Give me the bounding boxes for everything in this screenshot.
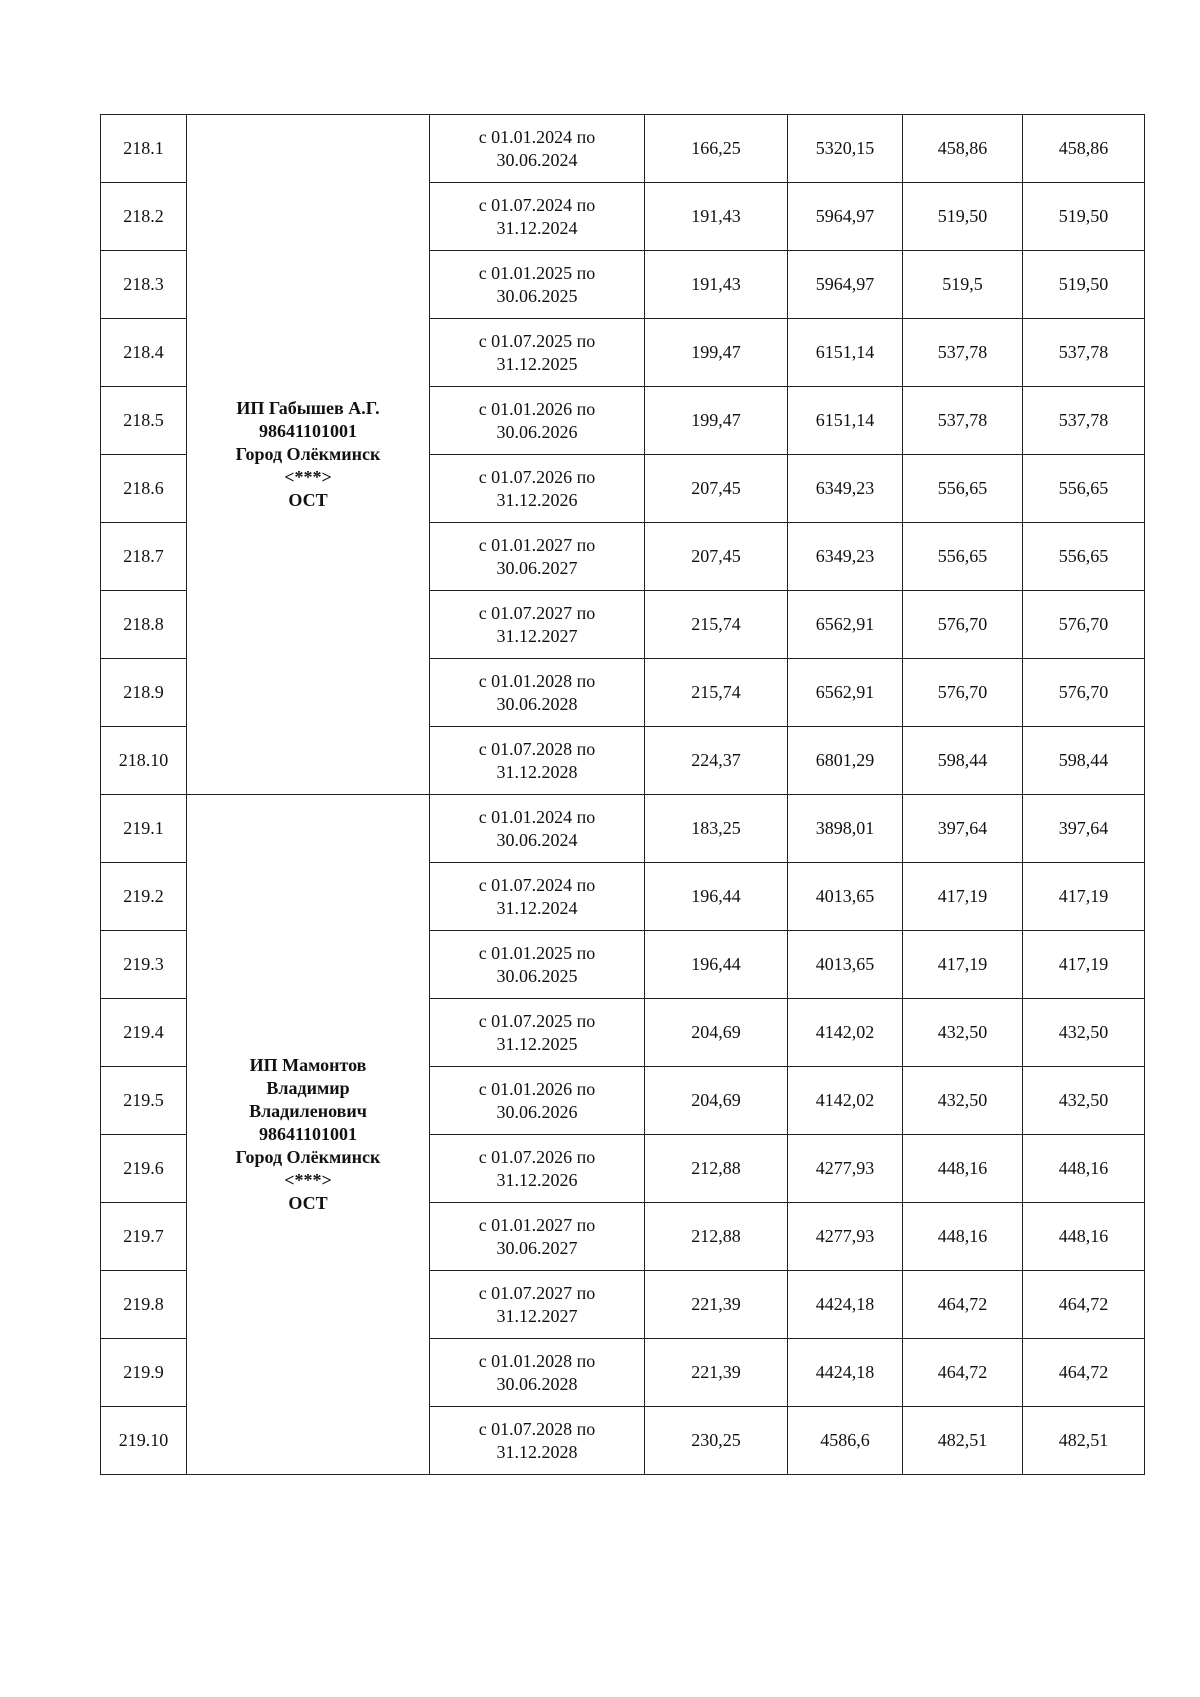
value-cell-4: 464,72: [1023, 1271, 1145, 1339]
period-line: 31.12.2026: [496, 1169, 578, 1190]
period-cell: [430, 1271, 645, 1339]
row-number-cell: 218.1: [101, 115, 187, 183]
period-line: с 01.07.2025 по: [478, 330, 596, 351]
period-line: 30.06.2025: [496, 965, 578, 986]
period-cell: [430, 999, 645, 1067]
value-cell-4: 556,65: [1023, 523, 1145, 591]
row-number-cell: 218.9: [101, 659, 187, 727]
period-line: 31.12.2028: [496, 1441, 578, 1462]
value-cell-3: 432,50: [903, 1067, 1023, 1135]
value-cell-4: 417,19: [1023, 863, 1145, 931]
value-cell-3: 432,50: [903, 999, 1023, 1067]
value-cell-4: 397,64: [1023, 795, 1145, 863]
period-line: с 01.01.2024 по: [478, 126, 596, 147]
period-line: с 01.01.2025 по: [478, 262, 596, 283]
value-cell-4: 519,50: [1023, 251, 1145, 319]
value-cell-3: 537,78: [903, 319, 1023, 387]
value-cell-2: 4424,18: [788, 1271, 903, 1339]
value-cell-2: 4277,93: [788, 1203, 903, 1271]
value-cell-1: 215,74: [645, 591, 788, 659]
row-number-cell: 218.2: [101, 183, 187, 251]
period-cell: [430, 455, 645, 523]
value-cell-1: 196,44: [645, 863, 788, 931]
value-cell-4: 598,44: [1023, 727, 1145, 795]
row-number-cell: 218.3: [101, 251, 187, 319]
value-cell-4: 537,78: [1023, 387, 1145, 455]
value-cell-2: 6562,91: [788, 659, 903, 727]
value-cell-3: 417,19: [903, 863, 1023, 931]
period-line: с 01.07.2025 по: [478, 1010, 596, 1031]
value-cell-2: 3898,01: [788, 795, 903, 863]
value-cell-2: 6801,29: [788, 727, 903, 795]
period-line: с 01.07.2027 по: [478, 602, 596, 623]
period-cell: [430, 591, 645, 659]
value-cell-4: 556,65: [1023, 455, 1145, 523]
value-cell-4: 448,16: [1023, 1203, 1145, 1271]
row-number-cell: 219.5: [101, 1067, 187, 1135]
organization-line: ОСТ: [288, 1193, 328, 1213]
period-line: 31.12.2025: [496, 1033, 578, 1054]
period-cell: [430, 115, 645, 183]
period-line: с 01.07.2027 по: [478, 1282, 596, 1303]
value-cell-2: 4142,02: [788, 1067, 903, 1135]
period-cell: [430, 1407, 645, 1475]
value-cell-2: 5964,97: [788, 183, 903, 251]
value-cell-3: 417,19: [903, 931, 1023, 999]
value-cell-3: 519,5: [903, 251, 1023, 319]
value-cell-1: 224,37: [645, 727, 788, 795]
value-cell-4: 432,50: [1023, 999, 1145, 1067]
row-number-cell: 219.1: [101, 795, 187, 863]
organization-line: 98641101001: [258, 421, 357, 441]
value-cell-1: 215,74: [645, 659, 788, 727]
value-cell-4: 576,70: [1023, 591, 1145, 659]
value-cell-4: 537,78: [1023, 319, 1145, 387]
row-number-cell: 218.6: [101, 455, 187, 523]
table-row: [101, 115, 1145, 183]
period-cell: [430, 387, 645, 455]
value-cell-1: 196,44: [645, 931, 788, 999]
period-line: с 01.01.2026 по: [478, 1078, 596, 1099]
period-line: с 01.01.2024 по: [478, 806, 596, 827]
value-cell-3: 448,16: [903, 1135, 1023, 1203]
value-cell-1: 183,25: [645, 795, 788, 863]
value-cell-1: 212,88: [645, 1203, 788, 1271]
value-cell-4: 482,51: [1023, 1407, 1145, 1475]
period-cell: [430, 523, 645, 591]
table-row: [101, 795, 1145, 863]
period-line: с 01.07.2026 по: [478, 466, 596, 487]
organization-line: ОСТ: [288, 490, 328, 510]
value-cell-2: 4142,02: [788, 999, 903, 1067]
value-cell-2: 6151,14: [788, 319, 903, 387]
organization-line: <***>: [284, 467, 332, 487]
value-cell-3: 397,64: [903, 795, 1023, 863]
value-cell-1: 207,45: [645, 455, 788, 523]
value-cell-4: 519,50: [1023, 183, 1145, 251]
period-line: с 01.01.2027 по: [478, 1214, 596, 1235]
period-line: 30.06.2028: [496, 693, 578, 714]
period-line: с 01.07.2028 по: [478, 738, 596, 759]
value-cell-2: 4277,93: [788, 1135, 903, 1203]
row-number-cell: 219.3: [101, 931, 187, 999]
period-line: с 01.01.2025 по: [478, 942, 596, 963]
period-cell: [430, 1067, 645, 1135]
value-cell-4: 458,86: [1023, 115, 1145, 183]
value-cell-1: 191,43: [645, 251, 788, 319]
organization-line: 98641101001: [258, 1124, 357, 1144]
period-line: с 01.07.2026 по: [478, 1146, 596, 1167]
value-cell-3: 556,65: [903, 455, 1023, 523]
value-cell-1: 204,69: [645, 1067, 788, 1135]
period-line: с 01.01.2027 по: [478, 534, 596, 555]
value-cell-1: 204,69: [645, 999, 788, 1067]
row-number-cell: 219.6: [101, 1135, 187, 1203]
period-cell: [430, 1339, 645, 1407]
organization-line: ИП Мамонтов: [249, 1055, 367, 1075]
value-cell-1: 230,25: [645, 1407, 788, 1475]
row-number-cell: 219.10: [101, 1407, 187, 1475]
period-cell: [430, 1203, 645, 1271]
value-cell-2: 6349,23: [788, 455, 903, 523]
value-cell-1: 199,47: [645, 387, 788, 455]
value-cell-2: 4013,65: [788, 863, 903, 931]
period-cell: [430, 863, 645, 931]
row-number-cell: 219.8: [101, 1271, 187, 1339]
value-cell-3: 598,44: [903, 727, 1023, 795]
value-cell-1: 199,47: [645, 319, 788, 387]
value-cell-1: 191,43: [645, 183, 788, 251]
period-line: 30.06.2025: [496, 285, 578, 306]
period-cell: [430, 183, 645, 251]
period-cell: [430, 931, 645, 999]
period-line: с 01.01.2026 по: [478, 398, 596, 419]
value-cell-3: 537,78: [903, 387, 1023, 455]
row-number-cell: 218.7: [101, 523, 187, 591]
row-number-cell: 218.8: [101, 591, 187, 659]
organization-line: ИП Габышев А.Г.: [236, 398, 380, 418]
row-number-cell: 219.9: [101, 1339, 187, 1407]
period-line: с 01.07.2024 по: [478, 194, 596, 215]
value-cell-3: 464,72: [903, 1271, 1023, 1339]
value-cell-3: 448,16: [903, 1203, 1023, 1271]
period-line: 30.06.2024: [496, 829, 578, 850]
value-cell-3: 576,70: [903, 591, 1023, 659]
row-number-cell: 219.4: [101, 999, 187, 1067]
row-number-cell: 218.5: [101, 387, 187, 455]
period-line: 31.12.2025: [496, 353, 578, 374]
value-cell-1: 166,25: [645, 115, 788, 183]
organization-line: <***>: [284, 1170, 332, 1190]
period-line: 31.12.2026: [496, 489, 578, 510]
value-cell-4: 464,72: [1023, 1339, 1145, 1407]
period-line: 31.12.2024: [496, 217, 578, 238]
value-cell-1: 207,45: [645, 523, 788, 591]
period-line: 30.06.2027: [496, 1237, 578, 1258]
value-cell-2: 4586,6: [788, 1407, 903, 1475]
row-number-cell: 218.10: [101, 727, 187, 795]
period-cell: [430, 727, 645, 795]
value-cell-2: 6349,23: [788, 523, 903, 591]
period-cell: [430, 1135, 645, 1203]
value-cell-3: 519,50: [903, 183, 1023, 251]
value-cell-2: 5320,15: [788, 115, 903, 183]
period-line: 31.12.2028: [496, 761, 578, 782]
value-cell-1: 221,39: [645, 1339, 788, 1407]
value-cell-1: 221,39: [645, 1271, 788, 1339]
organization-cell: [187, 795, 430, 1475]
period-line: 30.06.2026: [496, 421, 578, 442]
value-cell-2: 4013,65: [788, 931, 903, 999]
value-cell-4: 576,70: [1023, 659, 1145, 727]
value-cell-3: 556,65: [903, 523, 1023, 591]
period-cell: [430, 319, 645, 387]
period-line: 31.12.2024: [496, 897, 578, 918]
value-cell-3: 458,86: [903, 115, 1023, 183]
value-cell-3: 482,51: [903, 1407, 1023, 1475]
organization-line: Владиленович: [249, 1101, 367, 1121]
value-cell-4: 417,19: [1023, 931, 1145, 999]
period-line: с 01.07.2028 по: [478, 1418, 596, 1439]
period-line: с 01.07.2024 по: [478, 874, 596, 895]
value-cell-2: 6151,14: [788, 387, 903, 455]
period-line: 30.06.2028: [496, 1373, 578, 1394]
value-cell-2: 6562,91: [788, 591, 903, 659]
period-cell: [430, 659, 645, 727]
period-cell: [430, 251, 645, 319]
organization-line: Владимир: [266, 1078, 350, 1098]
period-line: 30.06.2027: [496, 557, 578, 578]
value-cell-4: 432,50: [1023, 1067, 1145, 1135]
period-line: 31.12.2027: [496, 625, 578, 646]
value-cell-2: 4424,18: [788, 1339, 903, 1407]
period-cell: [430, 795, 645, 863]
value-cell-3: 464,72: [903, 1339, 1023, 1407]
row-number-cell: 219.7: [101, 1203, 187, 1271]
table-body: [101, 115, 1145, 1475]
value-cell-2: 5964,97: [788, 251, 903, 319]
tariff-table: [100, 114, 1145, 1475]
value-cell-3: 576,70: [903, 659, 1023, 727]
period-line: с 01.01.2028 по: [478, 1350, 596, 1371]
period-line: 30.06.2026: [496, 1101, 578, 1122]
organization-cell: [187, 115, 430, 795]
value-cell-4: 448,16: [1023, 1135, 1145, 1203]
row-number-cell: 219.2: [101, 863, 187, 931]
period-line: с 01.01.2028 по: [478, 670, 596, 691]
period-line: 31.12.2027: [496, 1305, 578, 1326]
row-number-cell: 218.4: [101, 319, 187, 387]
value-cell-1: 212,88: [645, 1135, 788, 1203]
organization-line: Город Олёкминск: [235, 444, 381, 464]
period-line: 30.06.2024: [496, 149, 578, 170]
organization-line: Город Олёкминск: [235, 1147, 381, 1167]
